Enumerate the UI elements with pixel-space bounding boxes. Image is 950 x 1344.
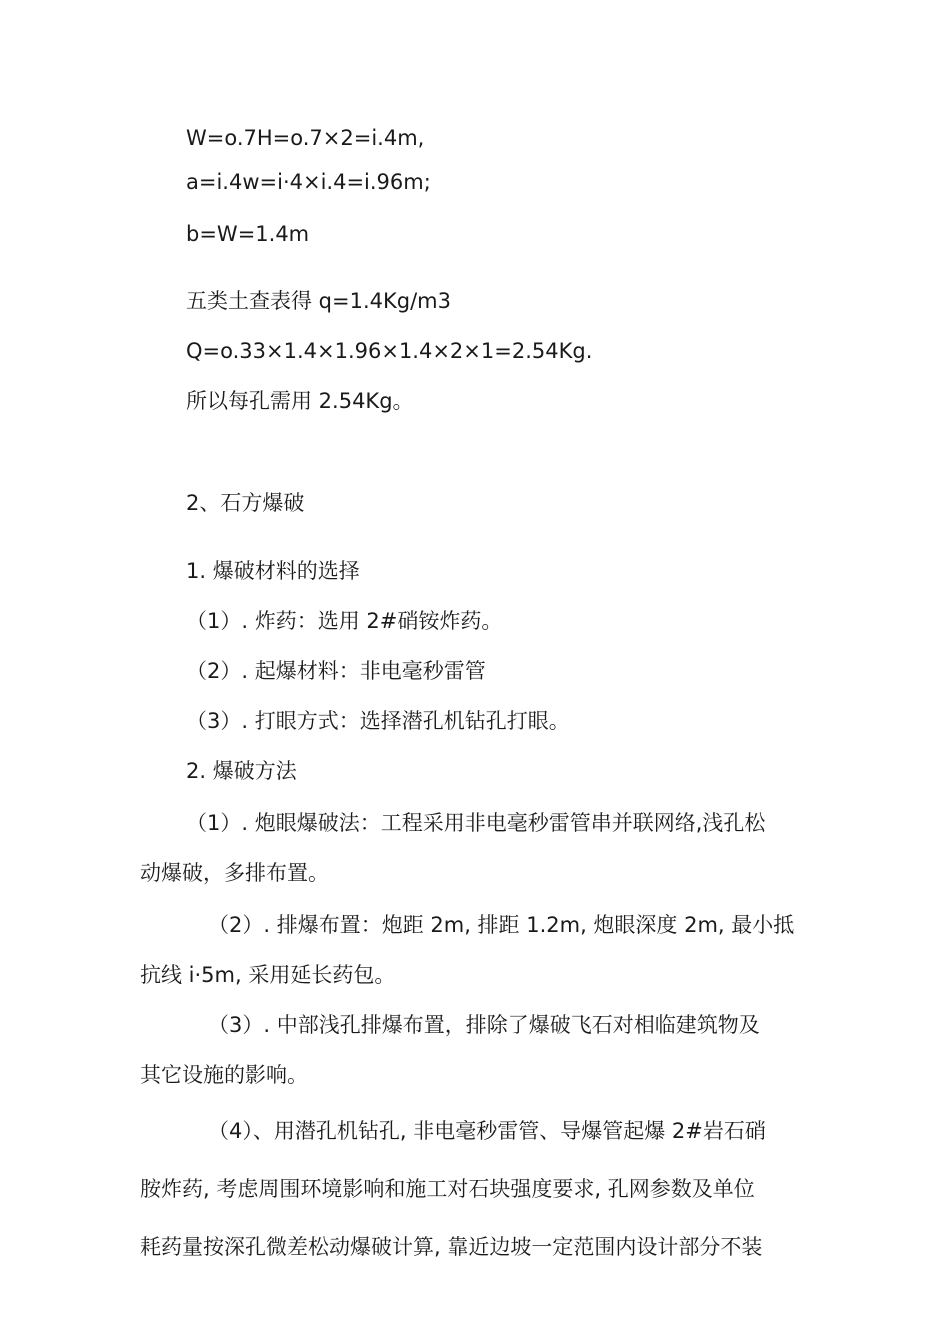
list-item: （2）. 起爆材料：非电毫秒雷管 xyxy=(186,659,486,683)
paragraph-line: 胺炸药, 考虑周围环境影响和施工对石块强度要求, 孔网参数及单位 xyxy=(140,1177,755,1201)
text-per-hole: 所以每孔需用 2.54Kg。 xyxy=(186,389,414,413)
subheading-method: 2. 爆破方法 xyxy=(186,759,297,783)
paragraph-line: 动爆破，多排布置。 xyxy=(140,861,329,885)
list-item: （3）. 打眼方式：选择潜孔机钻孔打眼。 xyxy=(186,709,570,733)
paragraph-line: （2）. 排爆布置：炮距 2m, 排距 1.2m, 炮眼深度 2m, 最小抵 xyxy=(208,913,795,937)
paragraph-line: 耗药量按深孔微差松动爆破计算, 靠近边坡一定范围内设计部分不装 xyxy=(140,1235,763,1259)
paragraph-line: （3）. 中部浅孔排爆布置，排除了爆破飞石对相临建筑物及 xyxy=(208,1013,760,1037)
formula-a: a=i.4w=i·4×i.4=i.96m; xyxy=(186,170,431,194)
paragraph-line: 其它设施的影响。 xyxy=(140,1063,308,1087)
formula-b: b=W=1.4m xyxy=(186,222,310,246)
paragraph-line: 抗线 i·5m, 采用延长药包。 xyxy=(140,963,396,987)
paragraph-line: （1）. 炮眼爆破法：工程采用非电毫秒雷管串并联网络,浅孔松 xyxy=(186,811,766,835)
subheading-materials: 1. 爆破材料的选择 xyxy=(186,559,360,583)
text-q-value: 五类土查表得 q=1.4Kg/m3 xyxy=(186,289,451,313)
list-item: （1）. 炸药：选用 2#硝铵炸药。 xyxy=(186,609,503,633)
paragraph-line: （4）、用潜孔机钻孔, 非电毫秒雷管、导爆管起爆 2#岩石硝 xyxy=(208,1119,766,1143)
formula-w: W=o.7H=o.7×2=i.4m, xyxy=(186,126,425,150)
section-heading: 2、石方爆破 xyxy=(186,491,305,515)
formula-q: Q=o.33×1.4×1.96×1.4×2×1=2.54Kg. xyxy=(186,339,593,363)
